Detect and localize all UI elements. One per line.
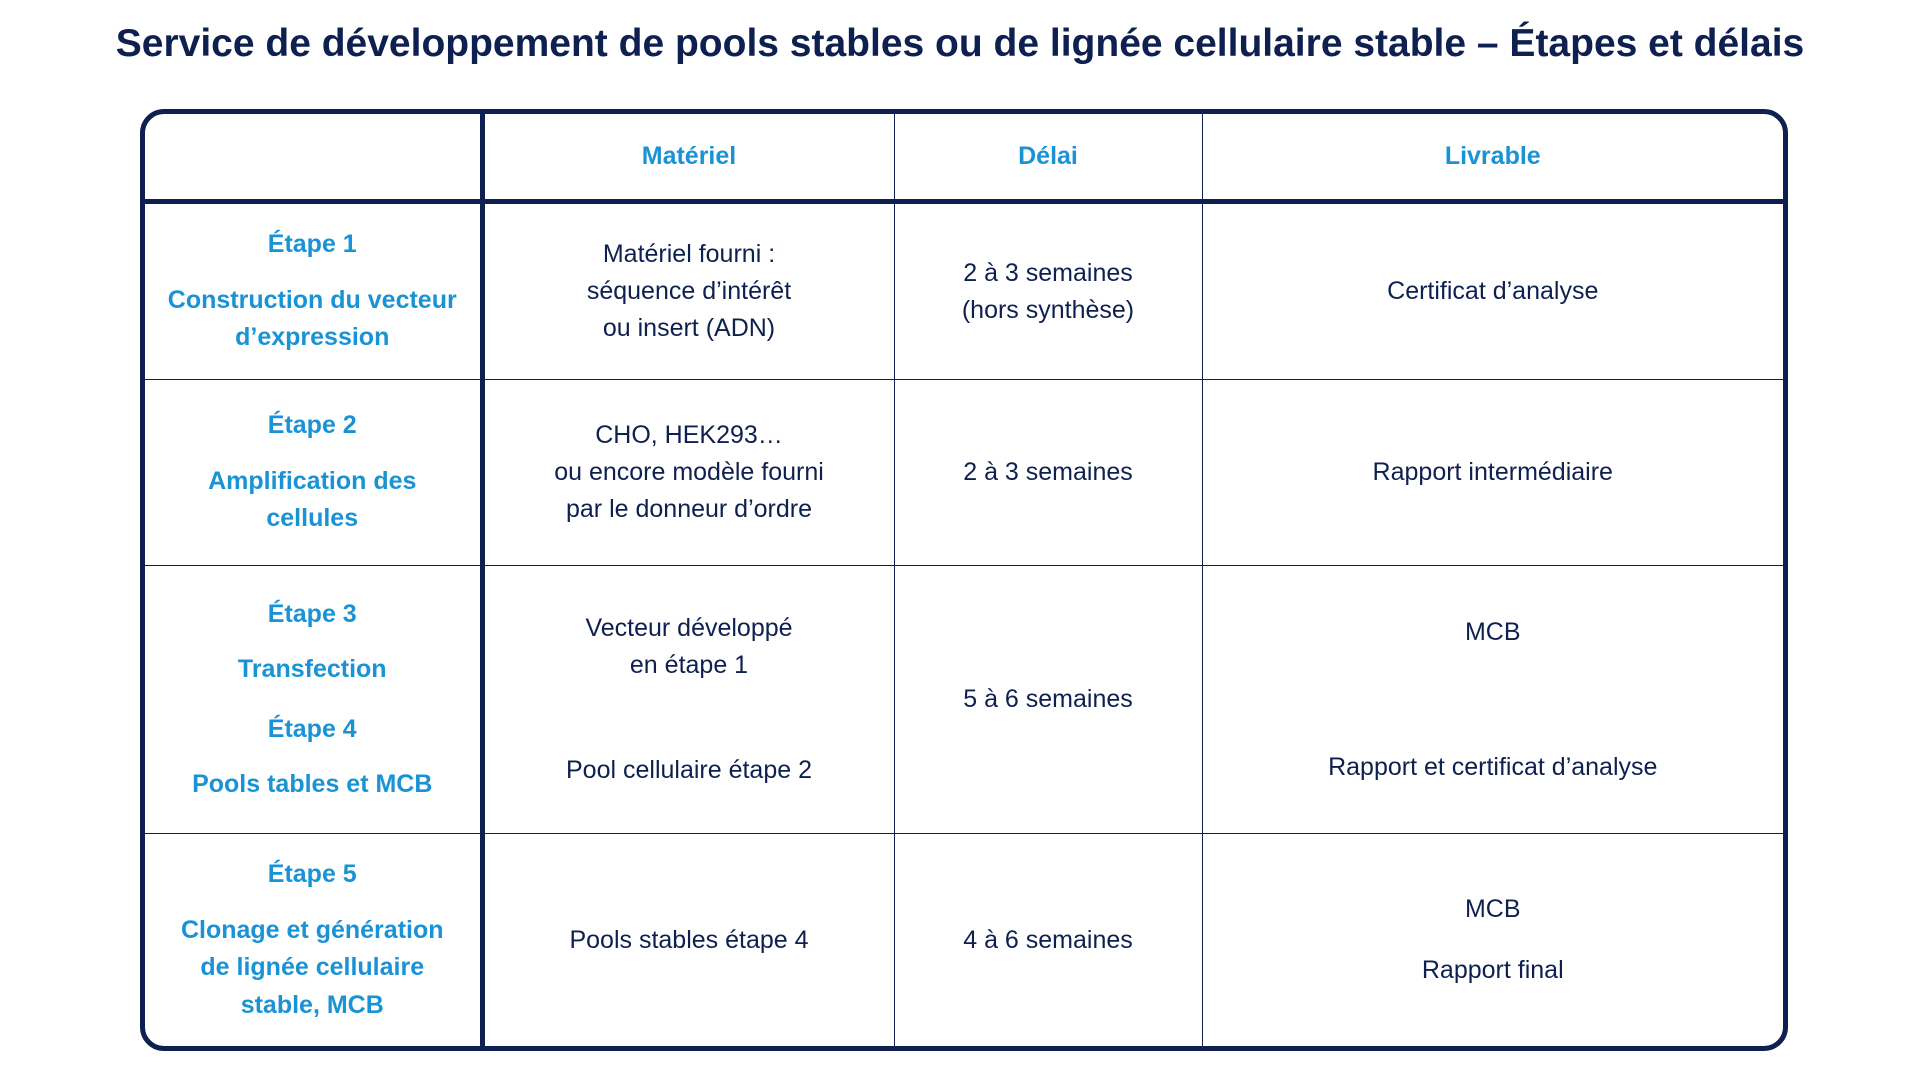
delay-cell [894,202,1202,380]
delay-cell [894,566,1202,834]
delay-text: 2 à 3 semaines [963,458,1133,486]
step-name: Amplification des [208,466,417,495]
step-name: d’expression [235,323,390,352]
delay-cell [894,380,1202,566]
deliverable-text: Rapport et certificat d’analyse [1328,752,1658,781]
material-line: ou insert (ADN) [602,314,776,342]
step-cell [145,834,482,1047]
step-name: de lignée cellulaire [200,953,425,981]
deliverable-text: Rapport intermédiaire [1372,458,1613,486]
delay-line: 2 à 3 semaines [963,258,1133,287]
material-line: Vecteur développé [585,614,793,642]
step-name: Pools tables et MCB [192,770,433,798]
material-line: ou encore modèle fourni [554,458,824,486]
deliverable-cell [1202,202,1783,380]
deliverable-text: MCB [1464,617,1521,646]
deliverable-text: Certificat d’analyse [1387,277,1599,305]
step-cell [145,566,482,834]
header-row [145,114,1783,202]
material-line: par le donneur d’ordre [566,495,812,523]
step-name: Clonage et génération [180,915,444,944]
material-cell [482,202,894,380]
step-name: Construction du vecteur [167,285,457,314]
material-text: Pools stables étape 4 [569,925,809,954]
deliverable-text: MCB [1464,895,1521,923]
material-line: en étape 1 [629,651,749,679]
table-row [145,566,1783,834]
material-line: Pool cellulaire étape 2 [566,756,812,784]
step-number: Étape 3 [267,599,357,628]
steps-table [140,109,1788,1051]
page-title: Service de développement de pools stables ou de lignée cellulaire stable – Étapes et délais [115,22,1805,65]
material-cell [482,380,894,566]
header-empty-cell [145,114,482,202]
material-line: séquence d’intérêt [586,277,792,305]
step-name: stable, MCB [240,990,384,1019]
deliverable-cell [1202,834,1783,1047]
step-number: Étape 5 [267,860,357,888]
step-number: Étape 4 [267,714,357,743]
deliverable-cell [1202,566,1783,834]
header-material: Matériel [482,114,894,202]
step-number: Étape 2 [267,411,357,440]
material-cell [482,566,894,834]
material-cell [482,834,894,1047]
deliverable-text: Rapport final [1421,956,1564,984]
header-delay: Délai [894,114,1202,202]
material-line: Matériel fourni : [602,240,776,268]
delay-cell [894,834,1202,1047]
deliverable-cell [1202,380,1783,566]
table-row [145,834,1783,1047]
header-deliverable: Livrable [1202,114,1783,202]
delay-text: 5 à 6 semaines [963,685,1133,713]
material-line: CHO, HEK293… [595,421,783,449]
table-row [145,202,1783,380]
step-cell [145,202,482,380]
delay-line: (hors synthèse) [961,295,1135,324]
table-row [145,380,1783,566]
step-name: cellules [266,504,359,533]
delay-text: 4 à 6 semaines [963,925,1133,954]
step-cell [145,380,482,566]
step-number: Étape 1 [267,230,357,259]
step-name: Transfection [237,655,387,683]
